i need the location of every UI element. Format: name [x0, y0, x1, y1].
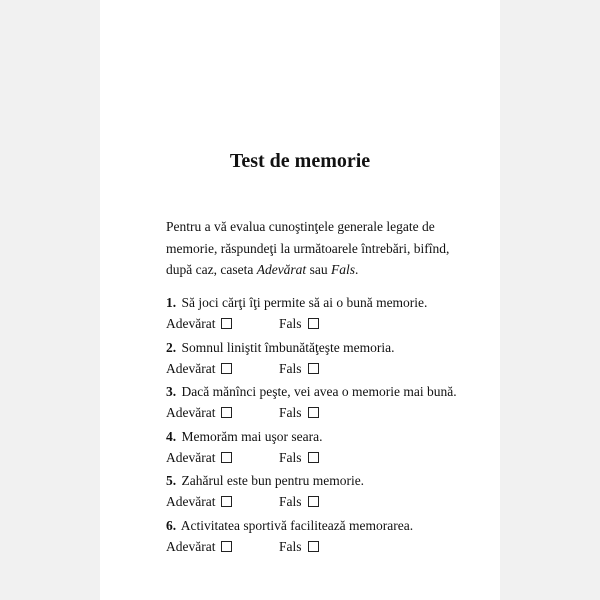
checkbox-false-3[interactable]: [308, 407, 319, 418]
answer-true-4[interactable]: [166, 449, 232, 466]
answer-true-6[interactable]: [166, 538, 232, 555]
checkbox-true-2[interactable]: [221, 363, 232, 374]
checkbox-true-5[interactable]: [221, 496, 232, 507]
question-4: [166, 428, 322, 445]
answer-false-6[interactable]: [279, 538, 319, 555]
intro-line-2: memorie, răspundeţi la următoarele întrebări, bifînd,: [166, 240, 450, 256]
question-number: 4.: [166, 429, 177, 444]
question-text: Dacă mănînci peşte, vei avea o memorie mai bună.: [181, 384, 457, 399]
checkbox-true-4[interactable]: [221, 452, 232, 463]
answer-false-label: Fals: [279, 405, 302, 420]
answer-false-5[interactable]: [279, 493, 319, 510]
answer-false-label: Fals: [279, 539, 302, 554]
question-number: 1.: [166, 295, 177, 310]
question-2: [166, 339, 394, 356]
checkbox-false-2[interactable]: [308, 363, 319, 374]
answer-true-5[interactable]: [166, 493, 232, 510]
question-number: 3.: [166, 384, 177, 399]
checkbox-true-6[interactable]: [221, 541, 232, 552]
checkbox-false-5[interactable]: [308, 496, 319, 507]
intro-line-1: Pentru a vă evalua cunoştinţele generale legate de: [166, 219, 435, 234]
answer-false-1[interactable]: [279, 315, 319, 332]
intro-option-false: Fals: [330, 262, 355, 277]
question-text: Memorăm mai uşor seara.: [181, 429, 323, 444]
answer-true-label: Adevărat: [166, 361, 216, 376]
checkbox-false-6[interactable]: [308, 541, 319, 552]
question-text: Activitatea sportivă facilitează memorarea.: [180, 518, 414, 533]
checkbox-true-1[interactable]: [221, 318, 232, 329]
page-title: Test de memorie: [229, 150, 371, 172]
question-5: [166, 472, 364, 489]
answer-true-label: Adevărat: [166, 405, 216, 420]
intro-line-3: după caz, caseta Adevărat sau Fals.: [166, 262, 359, 277]
answer-false-label: Fals: [279, 450, 302, 465]
question-text: Somnul liniştit îmbunătăţeşte memoria.: [181, 340, 395, 355]
answer-true-label: Adevărat: [166, 494, 216, 509]
question-number: 2.: [166, 340, 177, 355]
answer-false-4[interactable]: [279, 449, 319, 466]
answer-false-2[interactable]: [279, 360, 319, 377]
checkbox-false-4[interactable]: [308, 452, 319, 463]
checkbox-true-3[interactable]: [221, 407, 232, 418]
answer-false-label: Fals: [279, 316, 302, 331]
answer-false-3[interactable]: [279, 404, 319, 421]
answer-true-label: Adevărat: [166, 450, 216, 465]
intro-option-true: Adevărat: [256, 262, 307, 277]
answer-false-label: Fals: [279, 494, 302, 509]
question-text: Să joci cărţi îţi permite să ai o bună memorie.: [181, 295, 428, 310]
answer-false-label: Fals: [279, 361, 302, 376]
question-text: Zahărul este bun pentru memorie.: [181, 473, 365, 488]
question-1: [166, 294, 427, 311]
checkbox-false-1[interactable]: [308, 318, 319, 329]
intro-paragraph: [166, 216, 456, 281]
answer-true-3[interactable]: [166, 404, 232, 421]
question-3: [166, 383, 457, 400]
answer-true-label: Adevărat: [166, 316, 216, 331]
answer-true-2[interactable]: [166, 360, 232, 377]
question-number: 5.: [166, 473, 177, 488]
question-6: [166, 517, 413, 534]
answer-true-label: Adevărat: [166, 539, 216, 554]
question-number: 6.: [166, 518, 177, 533]
answer-true-1[interactable]: [166, 315, 232, 332]
